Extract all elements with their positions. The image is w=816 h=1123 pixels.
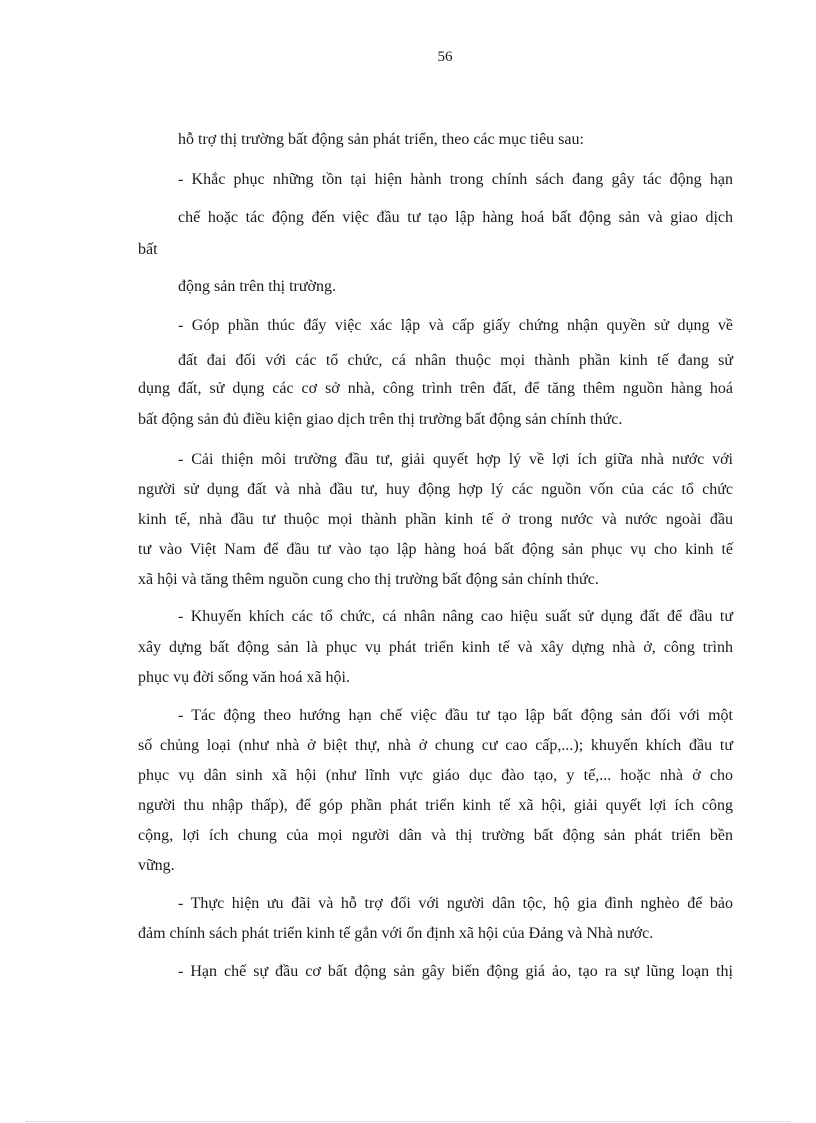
- text-line: - Khắc phục những tồn tại hiện hành trong chính sách đang gây tác động hạn: [178, 171, 733, 188]
- text-line: cộng, lợi ích chung của mọi người dân và thị trường bất động sản phát triển bền: [138, 827, 733, 844]
- text-line: - Góp phần thúc đẩy việc xác lập và cấp giấy chứng nhận quyền sử dụng về: [178, 317, 733, 334]
- text-line: vững.: [138, 857, 175, 874]
- text-line: kinh tế, nhà đầu tư thuộc mọi thành phần kinh tế ở trong nước và nước ngoài đầu: [138, 511, 733, 528]
- text-line: hỗ trợ thị trường bất động sản phát triển, theo các mục tiêu sau:: [178, 131, 584, 148]
- text-line: - Cải thiện môi trường đầu tư, giải quyết hợp lý về lợi ích giữa nhà nước với: [178, 451, 733, 468]
- footer-divider: [26, 1121, 790, 1122]
- text-line: xã hội và tăng thêm nguồn cung cho thị trường bất động sản chính thức.: [138, 571, 599, 588]
- text-line: động sản trên thị trường.: [178, 278, 336, 295]
- text-line: bất động sản đủ điều kiện giao dịch trên thị trường bất động sản chính thức.: [138, 411, 623, 428]
- text-line: người sử dụng đất và nhà đầu tư, huy động hợp lý các nguồn vốn của các tổ chức: [138, 481, 733, 498]
- text-line: - Thực hiện ưu đãi và hỗ trợ đối với người dân tộc, hộ gia đình nghèo để bảo: [178, 895, 733, 912]
- text-line: người thu nhập thấp), để góp phần phát triển kinh tế xã hội, giải quyết lợi ích công: [138, 797, 733, 814]
- text-line: - Khuyến khích các tổ chức, cá nhân nâng cao hiệu suất sử dụng đất để đầu tư: [178, 608, 733, 625]
- text-line: phục vụ đời sống văn hoá xã hội.: [138, 669, 350, 686]
- text-line: xây dựng bất động sản là phục vụ phát triển kinh tế và xây dựng nhà ở, công trình: [138, 639, 733, 656]
- text-line: - Hạn chế sự đầu cơ bất động sản gây biến động giá ảo, tạo ra sự lũng loạn thị: [178, 963, 733, 980]
- text-line: tư vào Việt Nam để đầu tư vào tạo lập hàng hoá bất động sản phục vụ cho kinh tế: [138, 541, 733, 558]
- text-line: bất: [138, 241, 158, 258]
- text-line: - Tác động theo hướng hạn chế việc đầu tư tạo lập bất động sản đối với một: [178, 707, 733, 724]
- page-number: 56: [437, 49, 453, 65]
- text-line: đảm chính sách phát triển kinh tế gắn với ổn định xã hội của Đảng và Nhà nước.: [138, 925, 654, 942]
- text-line: dụng đất, sử dụng các cơ sở nhà, công trình trên đất, để tăng thêm nguồn hàng hoá: [138, 380, 733, 397]
- text-line: số chủng loại (như nhà ở biệt thự, nhà ở chung cư cao cấp,...); khuyến khích đầu tư: [138, 737, 733, 754]
- text-line: phục vụ dân sinh xã hội (như lĩnh vực giáo dục đào tạo, y tế,... hoặc nhà ở cho: [138, 767, 733, 784]
- text-line: chế hoặc tác động đến việc đầu tư tạo lập hàng hoá bất động sản và giao dịch: [178, 209, 733, 226]
- text-line: đất đai đối với các tổ chức, cá nhân thuộc mọi thành phần kinh tế đang sử: [178, 352, 733, 369]
